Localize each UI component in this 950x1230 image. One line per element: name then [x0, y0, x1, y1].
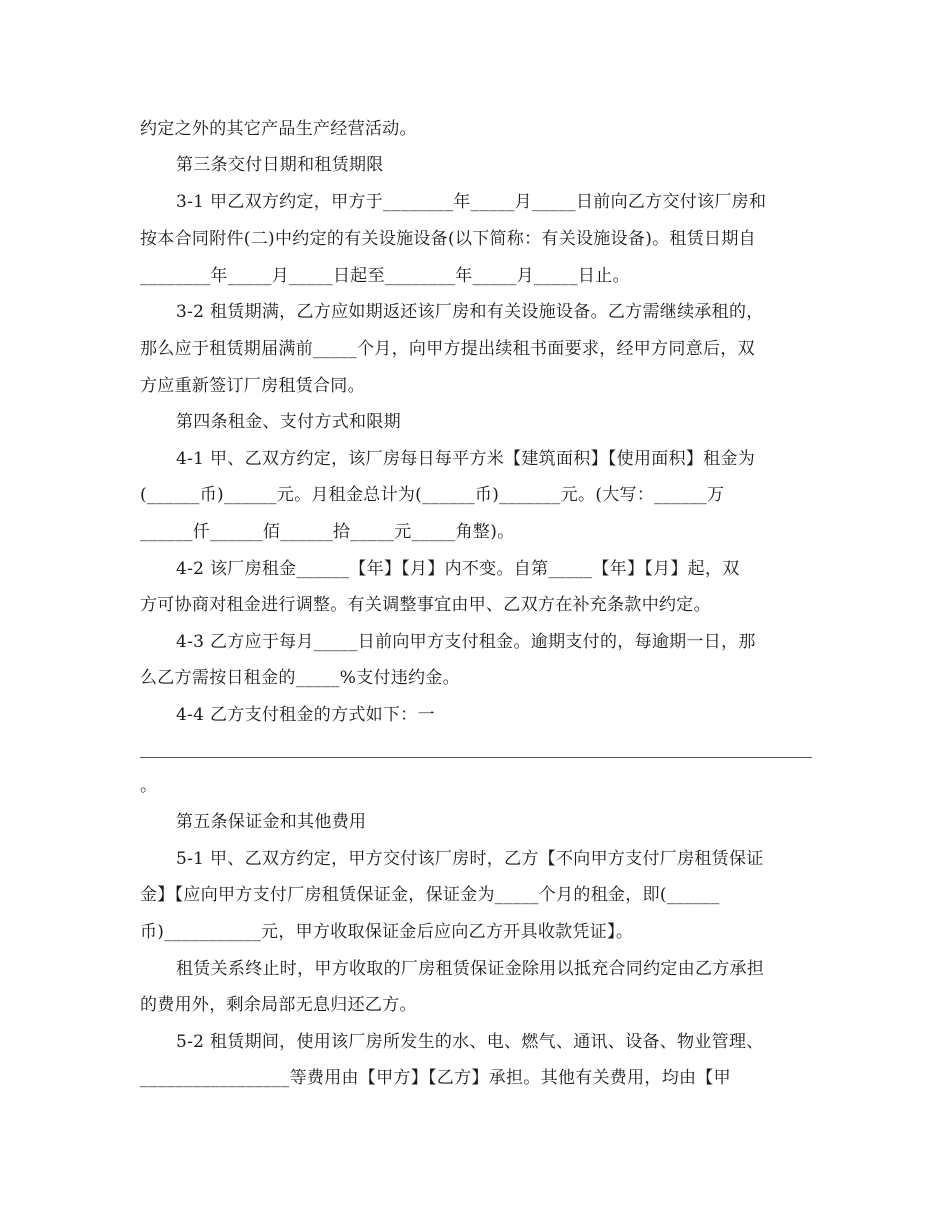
paragraph-line: 5-1 甲、乙双方约定，甲方交付该厂房时，乙方【不向甲方支付厂房租赁保证	[176, 849, 764, 869]
paragraph-line: 按本合同附件(二)中约定的有关设施设备(以下简称：有关设施设备)。租赁日期自	[140, 229, 756, 249]
paragraph-line: 约定之外的其它产品生产经营活动。	[140, 119, 417, 139]
paragraph-line: 那么应于租赁期届满前_____个月，向甲方提出续租书面要求，经甲方同意后，双	[140, 339, 755, 359]
paragraph-line: 4-3 乙方应于每月_____日前向甲方支付租金。逾期支付的，每逾期一日，那	[176, 632, 756, 652]
paragraph-line: 4-4 乙方支付租金的方式如下：一	[176, 705, 435, 725]
paragraph-line: 币)___________元，甲方收取保证金后应向乙方开具收款凭证】。	[140, 922, 634, 942]
paragraph-line: 方应重新签订厂房租赁合同。	[140, 376, 365, 396]
paragraph-line: _________________等费用由【甲方】【乙方】承担。其他有关费用，均由【甲	[140, 1068, 731, 1088]
paragraph-line: 4-1 甲、乙双方约定，该厂房每日每平方米【建筑面积】【使用面积】租金为	[176, 449, 756, 469]
paragraph-line: 。	[140, 776, 158, 796]
fill-in-rule	[140, 757, 812, 758]
paragraph-line: 4-2 该厂房租金______【年】【月】内不变。自第_____【年】【月】起，双	[176, 559, 740, 579]
paragraph-line: 租赁关系终止时，甲方收取的厂房租赁保证金除用以抵充合同约定由乙方承担	[176, 959, 765, 979]
paragraph-line: 3-2 租赁期满，乙方应如期返还该厂房和有关设施设备。乙方需继续承租的，	[176, 302, 764, 322]
paragraph-line: 方可协商对租金进行调整。有关调整事宜由甲、乙双方在补充条款中约定。	[140, 595, 711, 615]
paragraph-line: ________年_____月_____日起至________年_____月_____日止。	[140, 266, 630, 286]
paragraph-line: 么乙方需按日租金的_____%支付违约金。	[140, 668, 460, 688]
section-heading: 第四条租金、支付方式和限期	[176, 412, 401, 432]
paragraph-line: 5-2 租赁期间，使用该厂房所发生的水、电、燃气、通讯、设备、物业管理、	[176, 1032, 764, 1052]
paragraph-line: 的费用外，剩余局部无息归还乙方。	[140, 995, 417, 1015]
paragraph-line: 金】【应向甲方支付厂房租赁保证金，保证金为_____个月的租金，即(______	[140, 885, 720, 905]
section-heading: 第三条交付日期和租赁期限	[176, 155, 384, 175]
paragraph-line: 3-1 甲乙双方约定，甲方于________年_____月_____日前向乙方交付该厂房和	[176, 192, 767, 212]
section-heading: 第五条保证金和其他费用	[176, 812, 367, 832]
paragraph-line: ______仟______佰______拾_____元_____角整)。	[140, 522, 515, 542]
paragraph-line: (______币)______元。月租金总计为(______币)_______元。(大写：______万	[140, 485, 725, 505]
